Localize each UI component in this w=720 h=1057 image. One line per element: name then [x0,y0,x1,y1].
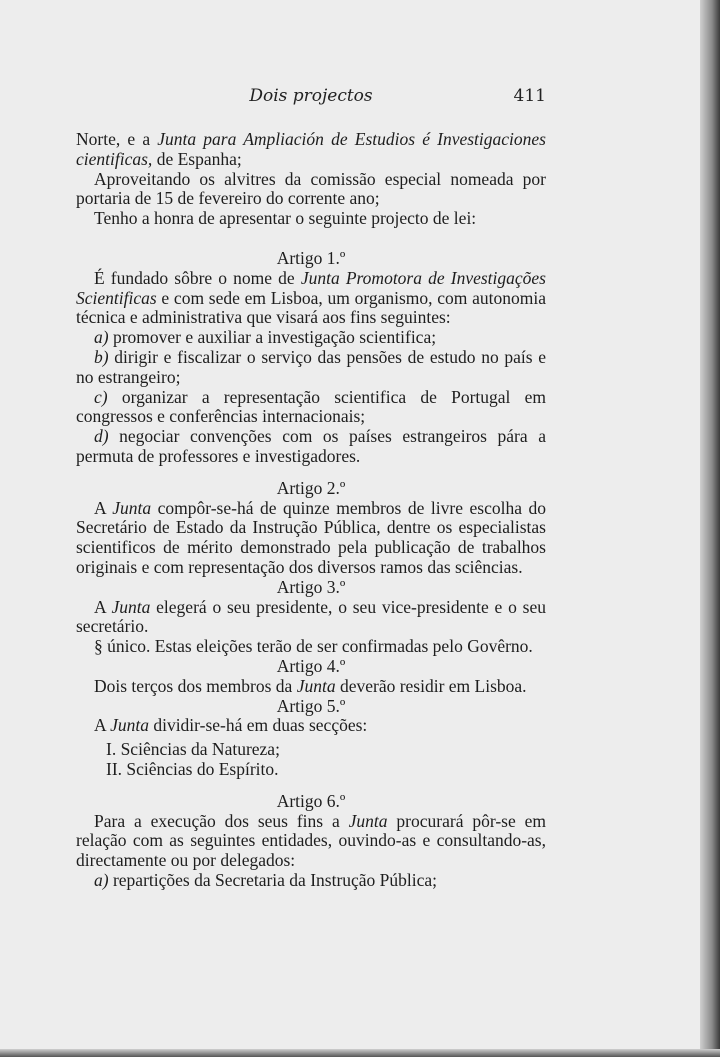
running-title: Dois projectos [249,86,373,106]
paragraph: A Junta dividir-se-há em duas secções: [94,715,368,736]
list-item: I. Sciências da Natureza; [106,739,280,760]
list-item: d) negociar convenções com os países estrangeiros pára a permuta de professores e investigadores. [76,426,546,466]
paragraph: Aproveitando os alvitres da comissão especial nomeada por portaria de 15 de fevereiro do corrente ano; [76,168,546,209]
article-heading: Artigo 2.º [276,477,346,498]
article-heading: Artigo 1.º [276,247,346,268]
paragraph: Dois terços dos membros da Junta deverão residir em Lisboa. [94,675,527,696]
list-item: b) dirigir e fiscalizar o serviço das pensões de estudo no país e no estrangeiro; [76,346,546,387]
paragraph: Tenho a honra de apresentar o seguinte projecto de lei: [94,208,477,229]
list-item: a) promover e auxiliar a investigação scientifica; [94,327,437,348]
book-spine-shadow [700,0,720,1057]
paragraph: A Junta elegerá o seu presidente, o seu vice-presidente e o seu secretário. [76,596,546,637]
page-header [76,86,546,110]
list-item: II. Sciências do Espírito. [106,758,279,779]
page-number: 411 [513,86,546,106]
article-heading: Artigo 3.º [276,576,346,597]
list-item: c) organizar a representação scientifica de Portugal em congressos e conferências internacionais; [76,386,546,427]
article-heading: Artigo 4.º [276,655,346,676]
list-item: a) repartições da Secretaria da Instrução Pública; [94,869,438,890]
article-heading: Artigo 5.º [276,695,346,716]
paragraph: § único. Estas eleições terão de ser confirmadas pelo Govêrno. [94,636,533,657]
paragraph: A Junta compôr-se-há de quinze membros de livre escolha do Secretário de Estado da Instrução Pública, dentre os especialistas scientificos de mérito demonstrado pela publicação de trabalhos originais e com representação dos diversos ramos das sciências. [76,497,546,577]
paragraph: É fundado sôbre o nome de Junta Promotora de Investigações Scientificas e com sede em Lisboa, um organismo, com autonomia técnica e administrativa que visará aos fins seguintes: [76,267,546,328]
paragraph: Para a execução dos seus fins a Junta procurará pôr-se em relação com as seguintes entidades, ouvindo-as e consultando-as, directamente ou por delegados: [76,810,546,871]
page-bottom-edge [0,1049,720,1057]
paragraph: Norte, e a Junta para Ampliación de Estudios é Investigaciones cientificas, de Espanha; [76,129,546,169]
article-heading: Artigo 6.º [276,790,346,811]
page-body [76,130,546,891]
